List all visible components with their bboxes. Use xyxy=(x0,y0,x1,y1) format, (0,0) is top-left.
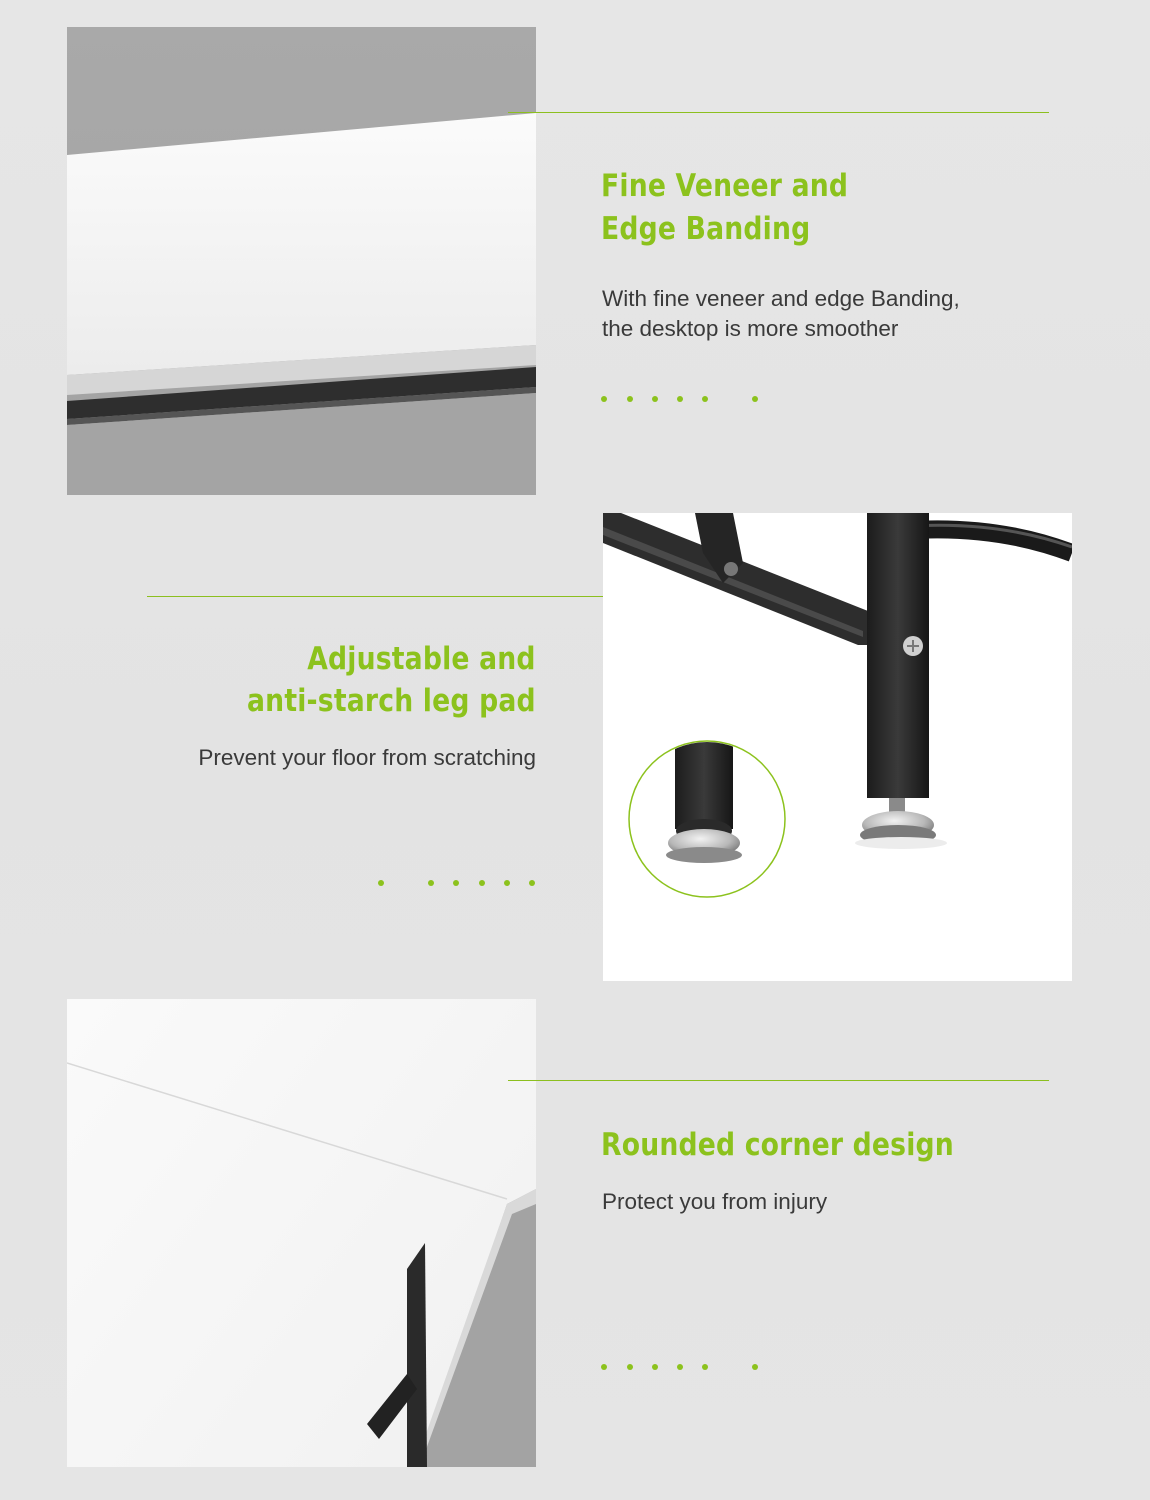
section3-divider-line xyxy=(508,1080,1049,1081)
desk-rounded-corner-photo xyxy=(67,999,536,1467)
section1-dot-divider xyxy=(601,396,761,402)
section2-divider-line xyxy=(147,596,631,597)
section2-title-line1: Adjustable and xyxy=(307,641,536,677)
section3-title: Rounded corner design xyxy=(601,1127,954,1163)
section2-dot-divider xyxy=(378,880,538,886)
desk-edge-veneer-photo xyxy=(67,27,536,495)
desk-leg-pad-photo xyxy=(603,513,1072,981)
section2-title-line2: anti-starch leg pad xyxy=(247,683,536,719)
section1-description-line1: With fine veneer and edge Banding, xyxy=(602,286,960,311)
section1-title-line2: Edge Banding xyxy=(601,211,811,247)
section3-description: Protect you from injury xyxy=(602,1189,828,1214)
section1-title-line1: Fine Veneer and xyxy=(601,168,849,204)
section1-description-line2: the desktop is more smoother xyxy=(602,316,899,341)
section3-dot-divider xyxy=(601,1364,761,1370)
section2-description: Prevent your floor from scratching xyxy=(198,745,536,770)
section1-divider-line xyxy=(508,112,1049,113)
